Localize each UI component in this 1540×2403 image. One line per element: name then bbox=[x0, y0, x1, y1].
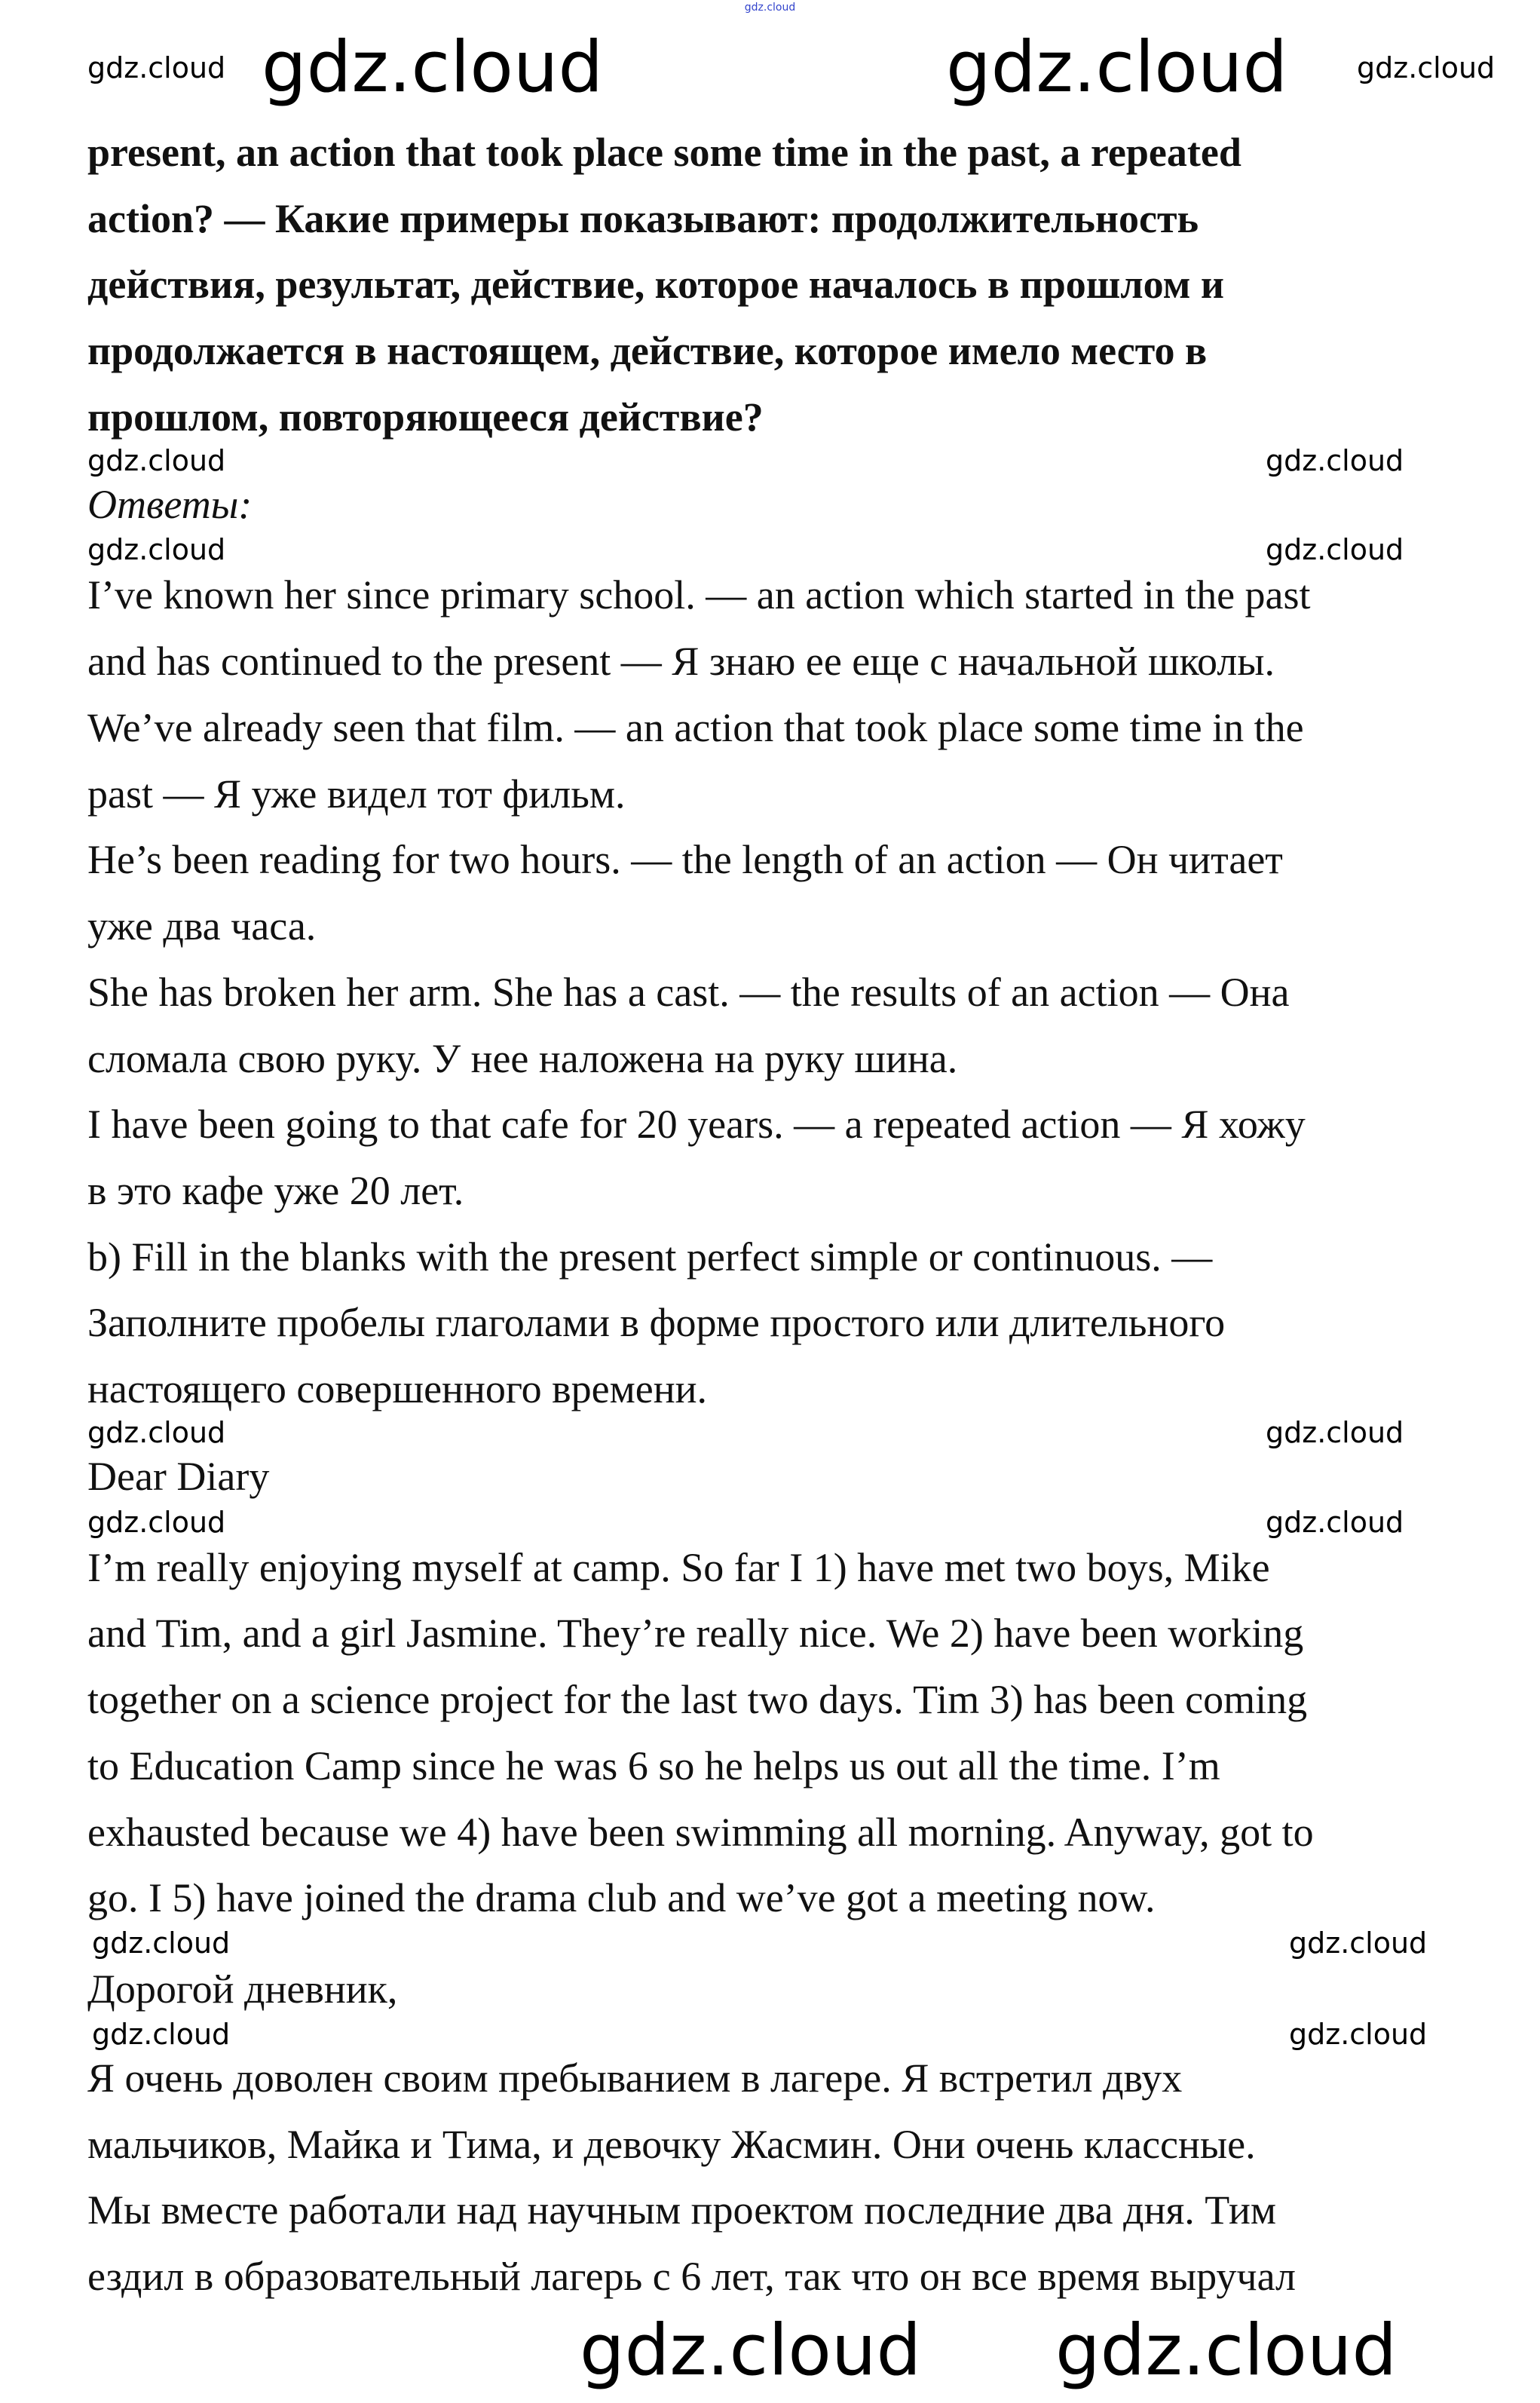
body-line: Dear Diary bbox=[87, 1454, 270, 1499]
body-line: в это кафе уже 20 лет. bbox=[87, 1168, 464, 1213]
watermark: gdz.cloud bbox=[1055, 2310, 1398, 2392]
header-watermark: gdz.cloud bbox=[744, 2, 796, 14]
watermark: gdz.cloud bbox=[262, 26, 604, 109]
watermark: gdz.cloud bbox=[87, 1506, 226, 1539]
question-line: действия, результат, действие, которое началось в прошлом и bbox=[87, 262, 1225, 307]
body-line: to Education Camp since he was 6 so he helps us out all the time. I’m bbox=[87, 1743, 1220, 1788]
body-line: Заполните пробелы глаголами в форме простого или длительного bbox=[87, 1300, 1226, 1345]
watermark: gdz.cloud bbox=[1289, 1926, 1428, 1960]
body-line: and Tim, and a girl Jasmine. They’re really nice. We 2) have been working bbox=[87, 1611, 1304, 1656]
watermark: gdz.cloud bbox=[580, 2310, 922, 2392]
question-line: present, an action that took place some time in the past, a repeated bbox=[87, 130, 1241, 175]
watermark: gdz.cloud bbox=[87, 1416, 226, 1449]
body-line: and has continued to the present — Я знаю ее еще с начальной школы. bbox=[87, 639, 1275, 684]
body-line: настоящего совершенного времени. bbox=[87, 1366, 708, 1411]
body-line: мальчиков, Майка и Тима, и девочку Жасмин. Они очень классные. bbox=[87, 2122, 1256, 2167]
body-line: He’s been reading for two hours. — the length of an action — Он читает bbox=[87, 837, 1283, 882]
body-line: We’ve already seen that film. — an action that took place some time in the bbox=[87, 705, 1304, 750]
question-line: продолжается в настоящем, действие, которое имело место в bbox=[87, 328, 1208, 373]
body-line: Дорогой дневник, bbox=[87, 1966, 398, 2012]
watermark: gdz.cloud bbox=[1357, 51, 1496, 84]
body-line: Мы вместе работали над научным проектом последние два дня. Тим bbox=[87, 2187, 1277, 2233]
body-line: уже два часа. bbox=[87, 903, 317, 949]
watermark: gdz.cloud bbox=[1289, 2018, 1428, 2051]
body-line: together on a science project for the last two days. Tim 3) has been coming bbox=[87, 1677, 1308, 1722]
body-line: past — Я уже видел тот фильм. bbox=[87, 771, 626, 817]
watermark: gdz.cloud bbox=[87, 444, 226, 477]
question-line: action? — Какие примеры показывают: продолжительность bbox=[87, 196, 1199, 241]
watermark: gdz.cloud bbox=[1266, 533, 1404, 566]
body-line: She has broken her arm. She has a cast. — the results of an action — Она bbox=[87, 970, 1290, 1015]
watermark: gdz.cloud bbox=[92, 1926, 231, 1960]
body-line: I’ve known her since primary school. — an action which started in the past bbox=[87, 572, 1311, 618]
watermark: gdz.cloud bbox=[87, 533, 226, 566]
watermark: gdz.cloud bbox=[87, 51, 226, 84]
body-line: go. I 5) have joined the drama club and we’ve got a meeting now. bbox=[87, 1875, 1156, 1920]
body-line: exhausted because we 4) have been swimming all morning. Anyway, got to bbox=[87, 1810, 1314, 1855]
body-line: b) Fill in the blanks with the present perfect simple or continuous. — bbox=[87, 1234, 1213, 1280]
body-line: Я очень доволен своим пребыванием в лагере. Я встретил двух bbox=[87, 2055, 1183, 2101]
watermark: gdz.cloud bbox=[1266, 1506, 1404, 1539]
question-line: прошлом, повторяющееся действие? bbox=[87, 394, 764, 440]
body-line: I have been going to that cafe for 20 years. — a repeated action — Я хожу bbox=[87, 1102, 1306, 1147]
watermark: gdz.cloud bbox=[946, 26, 1288, 109]
watermark: gdz.cloud bbox=[1266, 1416, 1404, 1449]
body-line: сломала свою руку. У нее наложена на руку шина. bbox=[87, 1036, 958, 1081]
body-line: I’m really enjoying myself at camp. So far I 1) have met two boys, Mike bbox=[87, 1545, 1270, 1590]
body-line: ездил в образовательный лагерь с 6 лет, так что он все время выручал bbox=[87, 2254, 1296, 2299]
answers-label: Ответы: bbox=[87, 482, 253, 527]
watermark: gdz.cloud bbox=[1266, 444, 1404, 477]
watermark: gdz.cloud bbox=[92, 2018, 231, 2051]
